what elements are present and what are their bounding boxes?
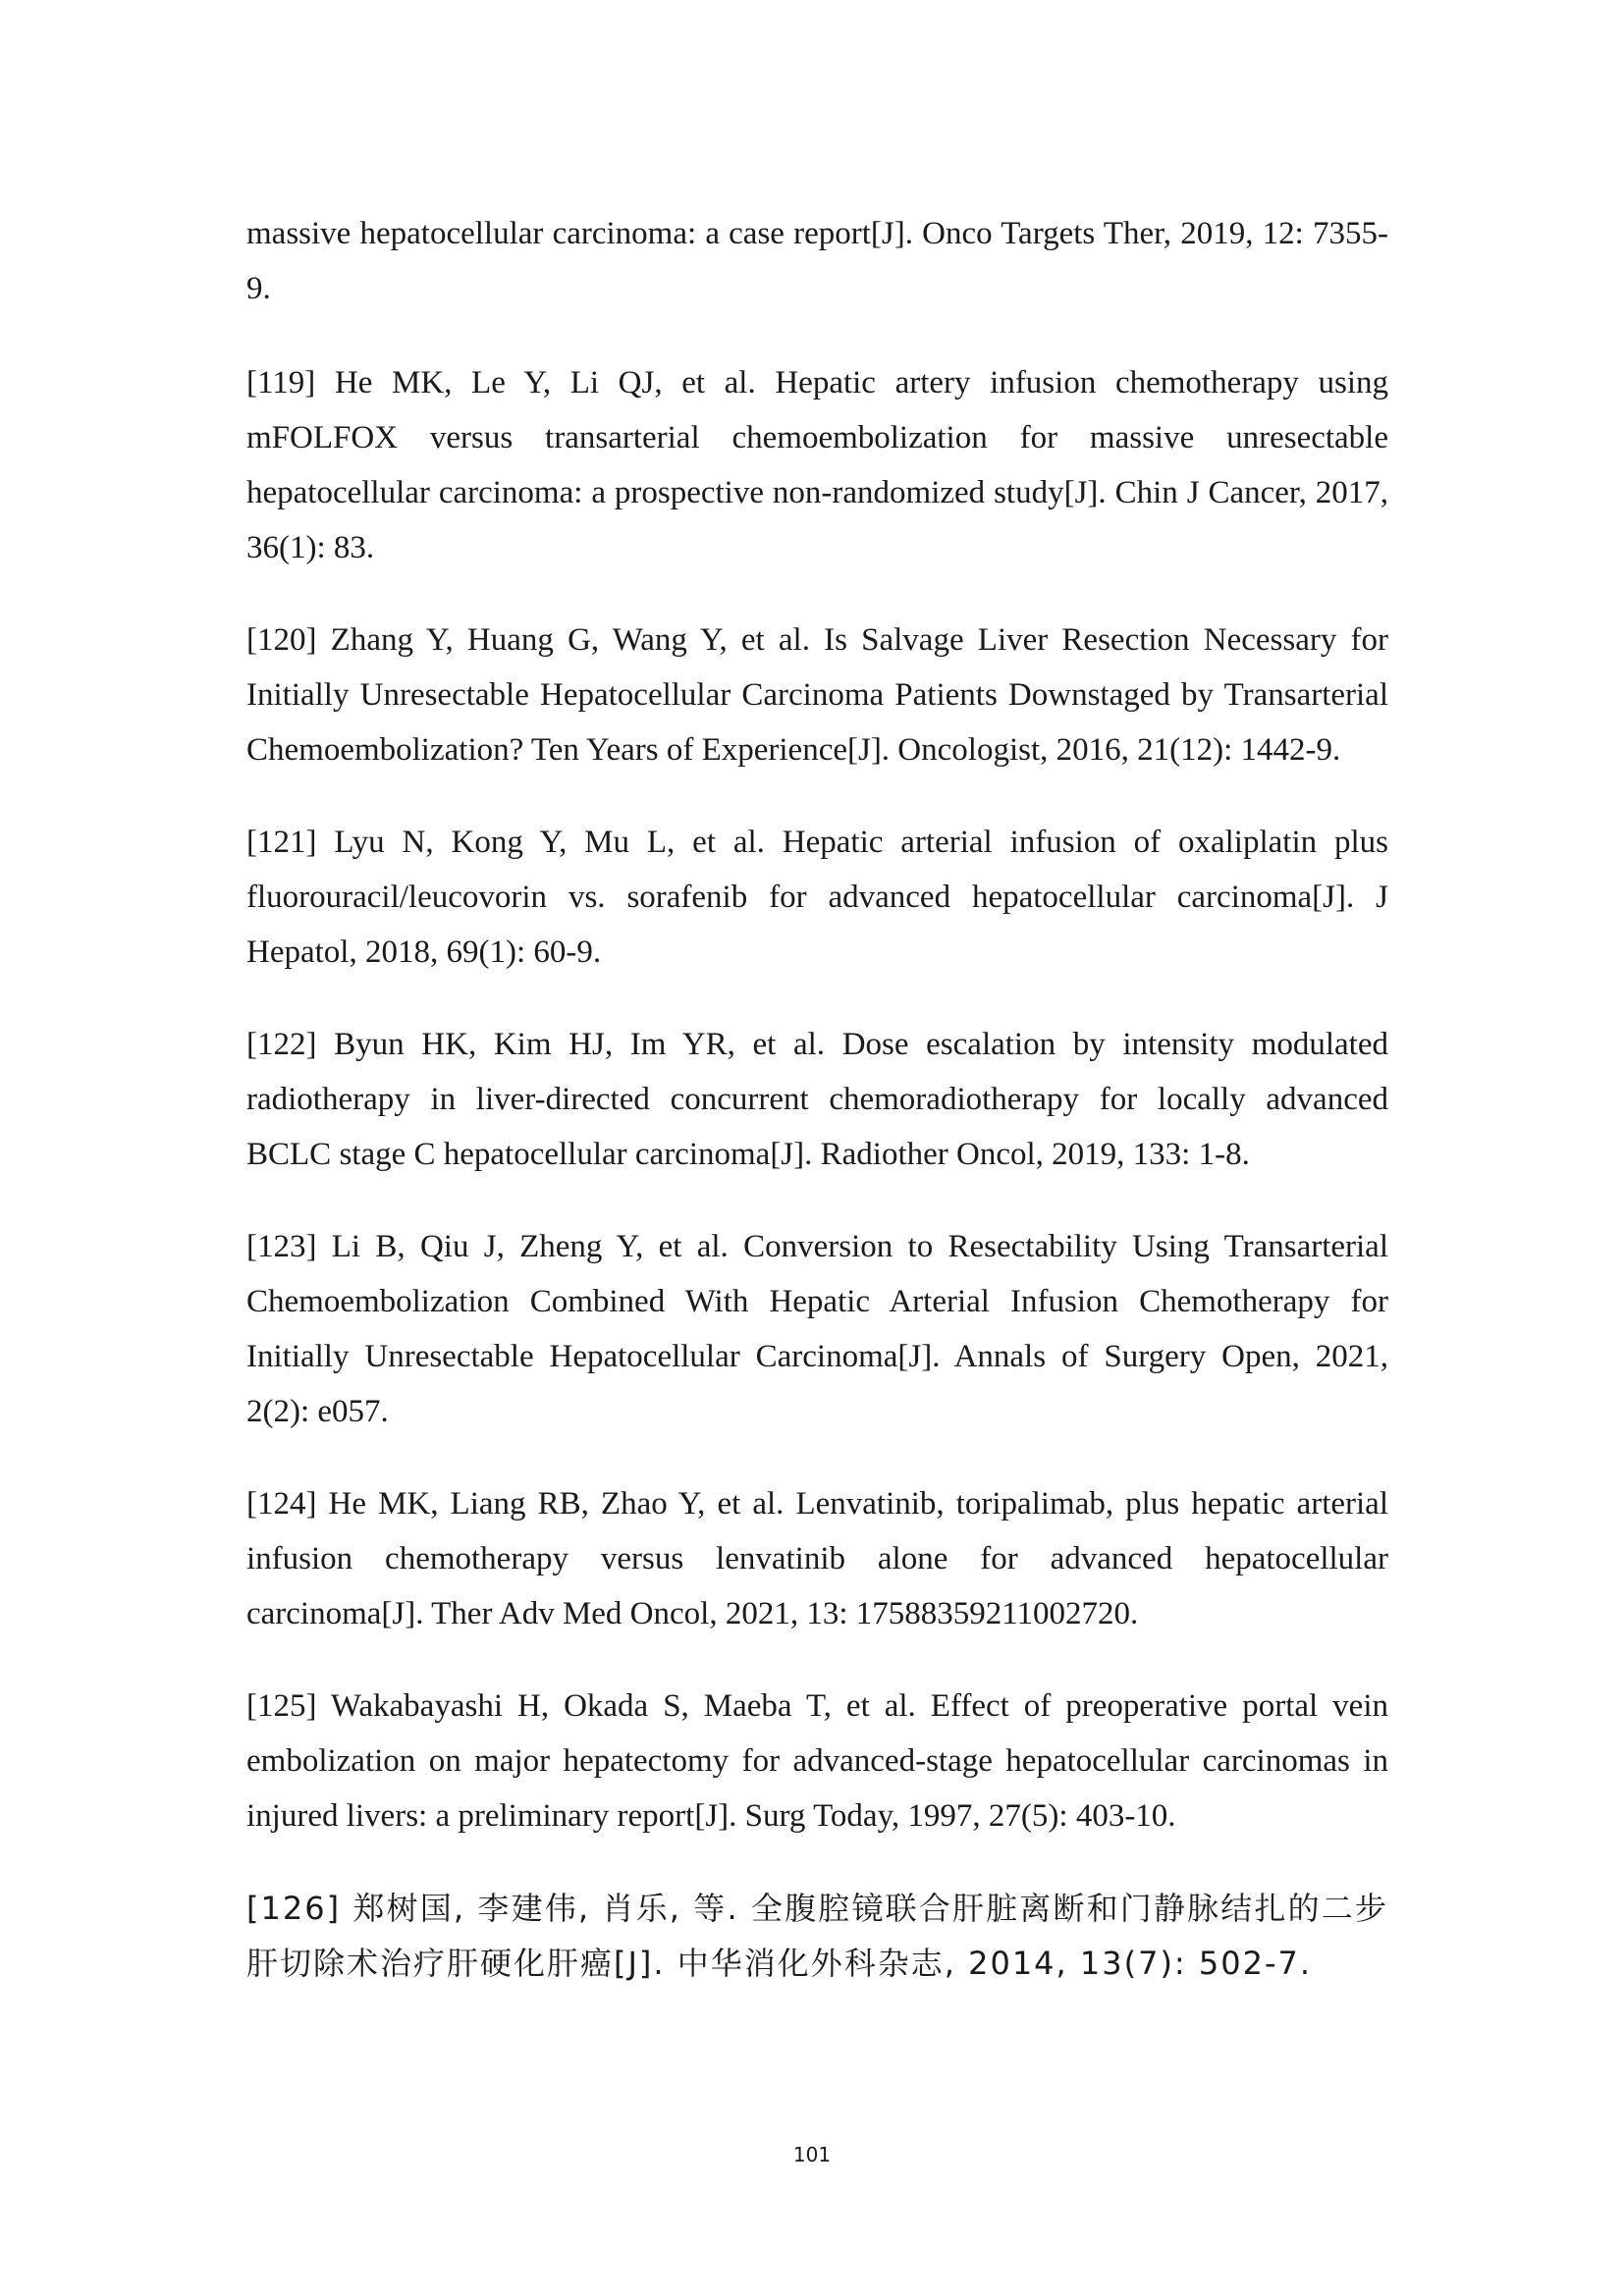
reference-126: [126] 郑树国, 李建伟, 肖乐, 等. 全腹腔镜联合肝脏离断和门静脉结扎的二步肝切除术治疗肝硬化肝癌[J]. 中华消化外科杂志, 2014, 13(7): 502-7. (246, 1890, 1388, 1982)
reference-120: [120] Zhang Y, Huang G, Wang Y, et al. Is Salvage Liver Resection Necessary for Initially Unresectable Hepatocellular Carcinoma Patients Downstaged by Transarterial Chemoembolization? Ten Years of Experience[J]. Oncologist, 2016, 21(12): 1442-9. (246, 622, 1388, 768)
reference-121: [121] Lyu N, Kong Y, Mu L, et al. Hepatic arterial infusion of oxaliplatin plus fluorouracil/leucovorin vs. sorafenib for advanced hepatocellular carcinoma[J]. J Hepatol, 2018, 69(1): 60-9. (246, 825, 1388, 970)
reference-123: [123] Li B, Qiu J, Zheng Y, et al. Conversion to Resectability Using Transarterial Chemoembolization Combined With Hepatic Arterial Infusion Chemotherapy for Initially Unresectable Hepatocellular Carcinoma[J]. Annals of Surgery Open, 2021, 2(2): e057. (246, 1229, 1388, 1429)
reference-list (246, 206, 1388, 2028)
reference-118-continued: massive hepatocellular carcinoma: a case report[J]. Onco Targets Ther, 2019, 12: 7355-9. (246, 216, 1388, 306)
reference-122: [122] Byun HK, Kim HJ, Im YR, et al. Dose escalation by intensity modulated radiotherapy in liver-directed concurrent chemoradiotherapy for locally advanced BCLC stage C hepatocellular carcinoma[J]. Radiother Oncol, 2019, 133: 1-8. (246, 1027, 1388, 1172)
reference-125: [125] Wakabayashi H, Okada S, Maeba T, et al. Effect of preoperative portal vein embolization on major hepatectomy for advanced-stage hepatocellular carcinomas in injured livers: a preliminary report[J]. Surg Today, 1997, 27(5): 403-10. (246, 1688, 1388, 1834)
reference-124: [124] He MK, Liang RB, Zhao Y, et al. Lenvatinib, toripalimab, plus hepatic arterial infusion chemotherapy versus lenvatinib alone for advanced hepatocellular carcinoma[J]. Ther Adv Med Oncol, 2021, 13: 17588359211002720. (246, 1486, 1388, 1631)
reference-119: [119] He MK, Le Y, Li QJ, et al. Hepatic artery infusion chemotherapy using mFOLFOX versus transarterial chemoembolization for massive unresectable hepatocellular carcinoma: a prospective non-randomized study[J]. Chin J Cancer, 2017, 36(1): 83. (246, 365, 1388, 565)
page-number: 101 (792, 2143, 832, 2166)
